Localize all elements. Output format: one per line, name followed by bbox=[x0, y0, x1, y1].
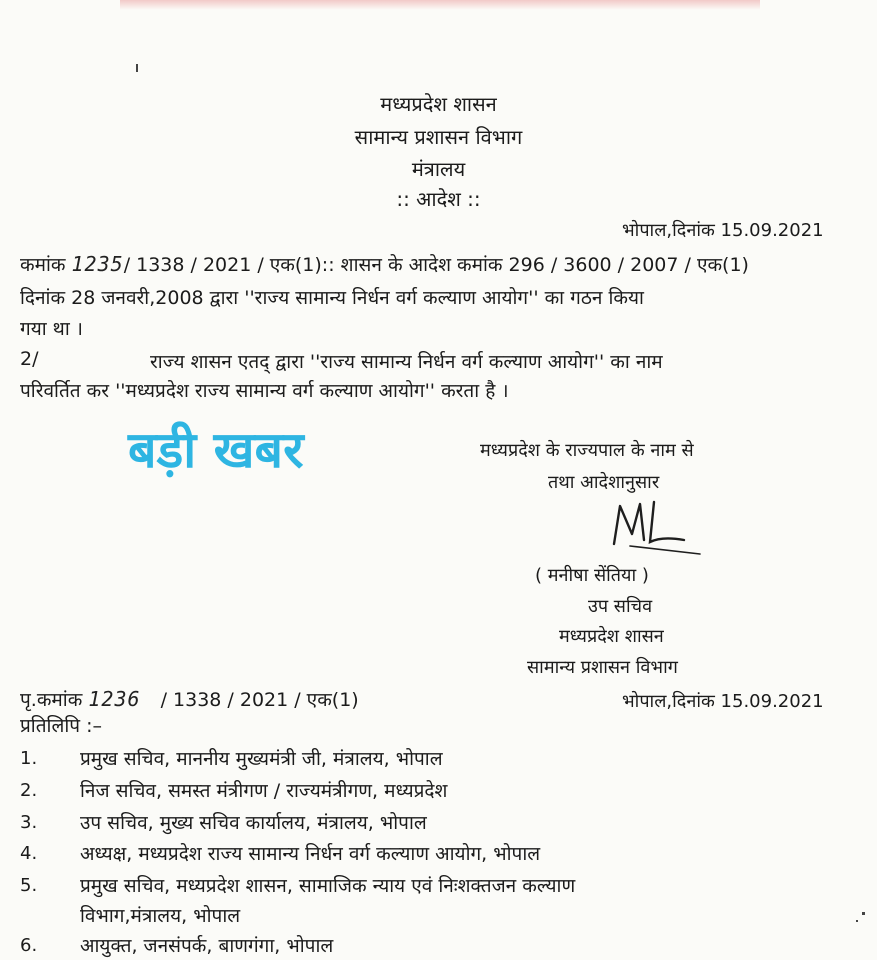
copy-item-text-continued: विभाग,मंत्रालय, भोपाल bbox=[80, 905, 241, 927]
copy-item-text: निज सचिव, समस्त मंत्रीगण / राज्यमंत्रीगण, मध्यप्रदेश bbox=[80, 780, 448, 802]
copy-kramank-handwritten: 1236 bbox=[88, 687, 141, 711]
copy-item-number: 2. bbox=[20, 780, 38, 801]
copy-item-text: अध्यक्ष, मध्यप्रदेश राज्य सामान्य निर्धन वर्ग कल्याण आयोग, भोपाल bbox=[80, 843, 541, 865]
header-line-1: मध्यप्रदेश शासन bbox=[380, 92, 497, 116]
order-date: भोपाल,दिनांक 15.09.2021 bbox=[622, 220, 824, 241]
order-line-1-tail: शासन के आदेश कमांक 296 / 3600 / 2007 / एक(1) bbox=[340, 254, 749, 276]
kramank-label: कमांक bbox=[20, 254, 66, 276]
copy-item-number: 5. bbox=[20, 875, 38, 896]
copy-kramank-rest: / 1338 / 2021 / एक(1) bbox=[160, 689, 359, 711]
copy-item-text: आयुक्त, जनसंपर्क, बाणगंगा, भोपाल bbox=[80, 935, 334, 957]
kramank-rest: / 1338 / 2021 / एक(1):: bbox=[123, 254, 335, 276]
officer-dept-2: सामान्य प्रशासन विभाग bbox=[527, 657, 678, 678]
order-line-1 bbox=[20, 251, 749, 277]
header-line-2: सामान्य प्रशासन विभाग bbox=[354, 125, 523, 149]
officer-name: ( मनीषा सेंतिया ) bbox=[535, 565, 649, 586]
copy-item-number: 1. bbox=[20, 748, 38, 769]
para2-line-2: परिवर्तित कर ''मध्यप्रदेश राज्य सामान्य वर्ग कल्याण आयोग'' करता है । bbox=[20, 380, 509, 402]
para2-number: 2/ bbox=[20, 348, 39, 370]
header-line-4: :: आदेश :: bbox=[396, 187, 481, 211]
copy-item-number: 3. bbox=[20, 812, 38, 833]
copy-kramank-line bbox=[20, 686, 359, 712]
authority-line-1: मध्यप्रदेश के राज्यपाल के नाम से bbox=[480, 440, 694, 461]
header-line-3: मंत्रालय bbox=[411, 157, 466, 181]
signature-image bbox=[600, 496, 710, 556]
officer-dept-1: मध्यप्रदेश शासन bbox=[559, 626, 664, 647]
badi-khabar-overlay: बड़ी खबर bbox=[128, 421, 304, 479]
officer-designation: उप सचिव bbox=[588, 596, 653, 617]
copy-item-text: प्रमुख सचिव, मध्यप्रदेश शासन, सामाजिक न्याय एवं निःशक्तजन कल्याण bbox=[80, 875, 576, 897]
copy-kramank-label: पृ.कमांक bbox=[20, 689, 83, 711]
authority-line-2: तथा आदेशानुसार bbox=[548, 472, 660, 493]
copy-date: भोपाल,दिनांक 15.09.2021 bbox=[622, 691, 824, 712]
copy-item-number: 6. bbox=[20, 935, 38, 956]
copy-item-number: 4. bbox=[20, 843, 38, 864]
kramank-handwritten: 1235 bbox=[71, 252, 124, 276]
speck-mark bbox=[136, 64, 138, 72]
order-line-3: गया था । bbox=[20, 318, 83, 340]
speck-mark bbox=[856, 920, 858, 922]
copy-item-text: प्रमुख सचिव, माननीय मुख्यमंत्री जी, मंत्रालय, भोपाल bbox=[80, 748, 443, 770]
para2-line-1: राज्य शासन एतद् द्वारा ''राज्य सामान्य निर्धन वर्ग कल्याण आयोग'' का नाम bbox=[150, 351, 663, 373]
speck-mark bbox=[862, 912, 865, 915]
top-edge-stain bbox=[120, 0, 760, 10]
copy-item-text: उप सचिव, मुख्य सचिव कार्यालय, मंत्रालय, भोपाल bbox=[80, 812, 427, 834]
order-line-2: दिनांक 28 जनवरी,2008 द्वारा ''राज्य सामान्य निर्धन वर्ग कल्याण आयोग'' का गठन किया bbox=[20, 287, 644, 309]
pratilipi-heading: प्रतिलिपि :– bbox=[20, 715, 103, 737]
